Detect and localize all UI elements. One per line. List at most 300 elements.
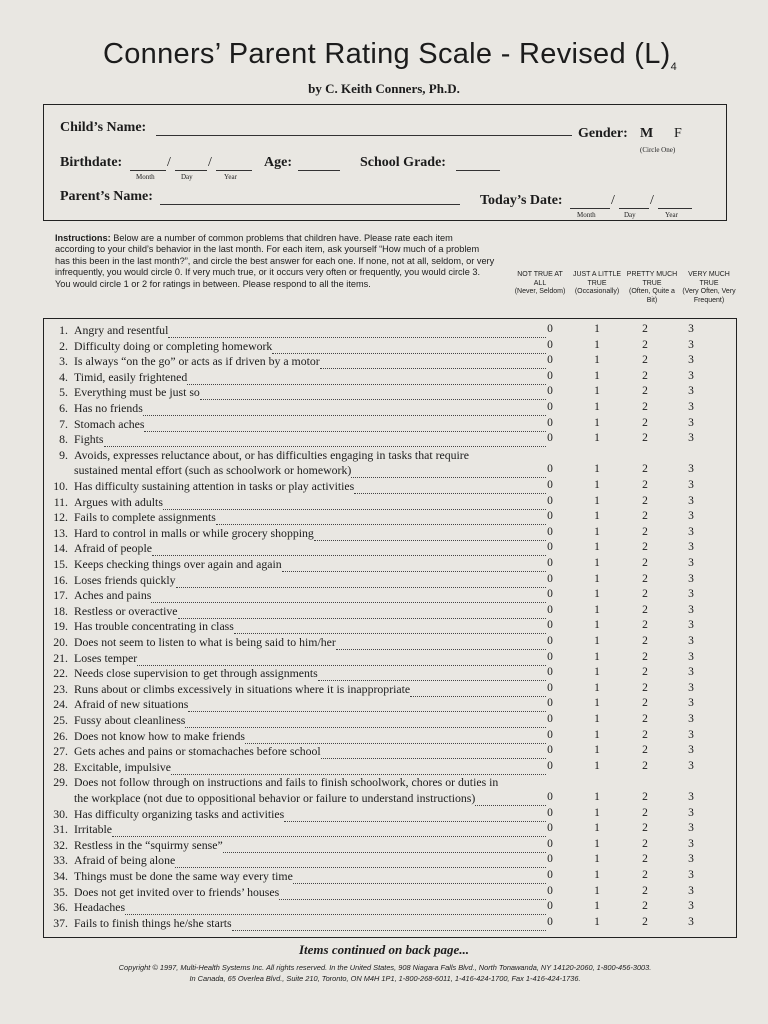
- item-23-score-2[interactable]: 2: [642, 681, 648, 694]
- item-11-score-0[interactable]: 0: [547, 494, 553, 507]
- item-6-score-1[interactable]: 1: [594, 401, 600, 413]
- item-21-score-1[interactable]: 1: [594, 650, 600, 663]
- leader-dots: [321, 749, 546, 759]
- item-11-score-3[interactable]: 3: [688, 494, 694, 507]
- leader-dots: [144, 422, 546, 432]
- item-15-score-3[interactable]: 3: [688, 557, 694, 569]
- item-number: 5.: [59, 385, 68, 400]
- item-number: 12.: [53, 510, 68, 525]
- item-number: 1.: [59, 323, 68, 337]
- item-13-score-0[interactable]: 0: [547, 525, 553, 538]
- item-27-score-0[interactable]: 0: [547, 744, 553, 757]
- item-number: 23.: [53, 681, 68, 696]
- item-27-score-1[interactable]: 1: [594, 744, 600, 757]
- item-15-score-0[interactable]: 0: [547, 557, 553, 569]
- item-33: [46, 853, 546, 868]
- item-number: 13.: [53, 525, 68, 540]
- date-day-caption: Day: [624, 211, 636, 219]
- item-text: Does not get invited over to friends’ houses: [74, 884, 280, 899]
- item-31-score-2[interactable]: 2: [642, 822, 648, 835]
- item-1-score-0[interactable]: 0: [547, 323, 553, 335]
- birth-month-field[interactable]: [130, 157, 166, 171]
- item-26-score-2[interactable]: 2: [642, 728, 648, 741]
- leader-dots: [354, 484, 546, 494]
- leader-dots: [232, 921, 546, 931]
- item-text: Fights: [74, 432, 104, 447]
- leader-dots: [104, 437, 546, 447]
- item-33-score-3[interactable]: 3: [688, 853, 694, 866]
- item-35-score-3[interactable]: 3: [688, 884, 694, 897]
- item-31-score-0[interactable]: 0: [547, 822, 553, 835]
- item-34-score-0[interactable]: 0: [547, 869, 553, 881]
- item-29: [46, 775, 498, 790]
- child-info-box: Child’s Name: Gender: M F (Circle One) Birthdate: / / Month Day Year Age: School Grade: Parent’s Name: Today’s Date: / / Month Day Year: [43, 104, 727, 221]
- leader-dots: [151, 593, 546, 603]
- item-text: Restless or overactive: [74, 603, 178, 618]
- item-number: 30.: [53, 806, 68, 821]
- item-21-score-2[interactable]: 2: [642, 650, 648, 663]
- date-month-field[interactable]: [570, 195, 610, 209]
- item-3-score-0[interactable]: 0: [547, 354, 553, 367]
- item-23-score-1[interactable]: 1: [594, 681, 600, 694]
- item-23-score-0[interactable]: 0: [547, 681, 553, 694]
- item-number: 20.: [53, 635, 68, 649]
- school-grade-field[interactable]: [456, 157, 500, 171]
- leader-dots: [410, 687, 546, 697]
- item-13-score-3[interactable]: 3: [688, 525, 694, 538]
- item-text: Needs close supervision to get through assignments: [74, 666, 318, 681]
- item-34-score-1[interactable]: 1: [594, 869, 600, 881]
- item-20: [46, 635, 546, 650]
- item-text: Difficulty doing or completing homework: [74, 338, 273, 353]
- item-text: Loses friends quickly: [74, 572, 176, 587]
- item-18: [46, 604, 546, 619]
- item-text: Avoids, expresses reluctance about, or has difficulties engaging in tasks that require: [74, 447, 469, 462]
- child-name-label: Child’s Name:: [60, 120, 147, 135]
- item-13-score-2[interactable]: 2: [642, 525, 648, 538]
- item-number: 33.: [53, 853, 68, 868]
- item-17-score-1[interactable]: 1: [594, 588, 600, 601]
- item-number: 29.: [53, 775, 68, 790]
- item-22-score-2[interactable]: 2: [642, 666, 648, 679]
- item-text: Runs about or climbs excessively in situations where it is inappropriate: [74, 681, 411, 696]
- item-5: [46, 385, 546, 400]
- gender-label: Gender:: [578, 126, 628, 141]
- item-10-score-2[interactable]: 2: [642, 479, 648, 491]
- item-16-score-3[interactable]: 3: [688, 572, 694, 585]
- item-24: [46, 697, 546, 712]
- item-14-score-1[interactable]: 1: [594, 541, 600, 554]
- leader-dots: [185, 718, 546, 728]
- item-29-score-1[interactable]: 1: [594, 791, 600, 803]
- item-24-score-3[interactable]: 3: [688, 697, 694, 710]
- item-18-score-2[interactable]: 2: [642, 603, 648, 616]
- item-7: [46, 417, 546, 432]
- todays-date-label: Today’s Date:: [480, 193, 563, 208]
- item-1-score-2[interactable]: 2: [642, 323, 648, 335]
- item-28-score-0[interactable]: 0: [547, 759, 553, 772]
- item-number: 17.: [53, 588, 68, 603]
- item-25-score-0[interactable]: 0: [547, 713, 553, 725]
- item-12-score-1[interactable]: 1: [594, 510, 600, 523]
- item-27-score-2[interactable]: 2: [642, 744, 648, 757]
- item-text: the workplace (not due to oppositional behavior or failure to understand instructions): [74, 791, 476, 805]
- item-18-score-3[interactable]: 3: [688, 603, 694, 616]
- leader-dots: [125, 905, 546, 915]
- item-30-score-2[interactable]: 2: [642, 806, 648, 819]
- leader-dots: [171, 765, 546, 775]
- item-19-score-1[interactable]: 1: [594, 619, 600, 632]
- item-6-score-0[interactable]: 0: [547, 401, 553, 413]
- item-15-score-1[interactable]: 1: [594, 557, 600, 569]
- item-4-score-2[interactable]: 2: [642, 369, 648, 382]
- item-text: Loses temper: [74, 650, 138, 665]
- item-2-score-1[interactable]: 1: [594, 338, 600, 351]
- item-5-score-3[interactable]: 3: [688, 385, 694, 398]
- item-14-score-0[interactable]: 0: [547, 541, 553, 554]
- item-number: 36.: [53, 900, 68, 915]
- item-9-score-3[interactable]: 3: [688, 463, 694, 476]
- item-number: 11.: [53, 494, 68, 509]
- item-19-score-2[interactable]: 2: [642, 619, 648, 632]
- item-15: [46, 557, 546, 572]
- item-4-score-1[interactable]: 1: [594, 369, 600, 382]
- copyright-line-1: Copyright © 1997, Multi-Health Systems Inc. All rights reserved. In the United States, 908 Niagara Falls Blvd., North Tonawanda, NY 14120-2060, 1-800-456-3003.: [118, 963, 652, 972]
- item-33-score-2[interactable]: 2: [642, 853, 648, 866]
- item-16-score-2[interactable]: 2: [642, 572, 648, 585]
- item-10-score-0[interactable]: 0: [547, 479, 553, 491]
- birth-year-field[interactable]: [216, 157, 252, 171]
- item-number: 6.: [59, 401, 68, 415]
- item-14-score-2[interactable]: 2: [642, 541, 648, 554]
- item-number: 7.: [59, 416, 68, 431]
- item-33-score-1[interactable]: 1: [594, 853, 600, 866]
- item-22-score-0[interactable]: 0: [547, 666, 553, 679]
- item-8-score-1[interactable]: 1: [594, 432, 600, 445]
- item-9: [46, 448, 469, 463]
- item-13-score-1[interactable]: 1: [594, 525, 600, 538]
- item-text: Has trouble concentrating in class: [74, 619, 234, 634]
- item-text: Has difficulty organizing tasks and activities: [74, 806, 285, 821]
- item-number: 34.: [53, 869, 68, 883]
- item-4-score-0[interactable]: 0: [547, 369, 553, 382]
- column-header-3: VERY MUCH TRUE (Very Often, Very Frequent): [682, 271, 736, 304]
- item-35-score-0[interactable]: 0: [547, 884, 553, 897]
- leader-dots: [143, 406, 546, 416]
- item-37-score-2[interactable]: 2: [642, 915, 648, 928]
- item-36-score-0[interactable]: 0: [547, 900, 553, 913]
- leader-dots: [336, 640, 546, 650]
- item-26-score-1[interactable]: 1: [594, 728, 600, 741]
- item-number: 37.: [53, 915, 68, 930]
- item-text: Argues with adults: [74, 494, 163, 509]
- date-month-caption: Month: [577, 211, 596, 219]
- item-17-score-3[interactable]: 3: [688, 588, 694, 601]
- item-text: Headaches: [74, 900, 126, 915]
- item-21: [46, 651, 546, 666]
- item-text: Angry and resentful: [74, 323, 169, 337]
- copyright: [40, 962, 730, 984]
- item-text: Fails to finish things he/she starts: [74, 915, 232, 930]
- leader-dots: [351, 468, 546, 478]
- item-32-score-0[interactable]: 0: [547, 837, 553, 850]
- item-35: [46, 885, 546, 900]
- item-text: Fails to complete assignments: [74, 510, 216, 525]
- item-number: 31.: [53, 822, 68, 837]
- item-23-score-3[interactable]: 3: [688, 681, 694, 694]
- item-16-score-0[interactable]: 0: [547, 572, 553, 585]
- item-19-score-3[interactable]: 3: [688, 619, 694, 632]
- birth-day-caption: Day: [181, 173, 193, 181]
- item-12-score-2[interactable]: 2: [642, 510, 648, 523]
- birth-day-field[interactable]: [175, 157, 207, 171]
- item-20-score-2[interactable]: 2: [642, 635, 648, 647]
- item-20-score-3[interactable]: 3: [688, 635, 694, 647]
- continued-note: Items continued on back page...: [298, 942, 470, 957]
- item-30: [46, 807, 546, 822]
- item-text: Fussy about cleanliness: [74, 713, 186, 727]
- item-20-score-1[interactable]: 1: [594, 635, 600, 647]
- item-25-score-1[interactable]: 1: [594, 713, 600, 725]
- item-20-score-0[interactable]: 0: [547, 635, 553, 647]
- item-5-score-2[interactable]: 2: [642, 385, 648, 398]
- instructions-lead: Instructions:: [55, 233, 111, 243]
- item-9-score-1[interactable]: 1: [594, 463, 600, 476]
- item-14: [46, 541, 546, 556]
- item-37-score-3[interactable]: 3: [688, 915, 694, 928]
- item-30-score-1[interactable]: 1: [594, 806, 600, 819]
- item-3: [46, 354, 546, 369]
- item-32-score-3[interactable]: 3: [688, 837, 694, 850]
- item-25-score-3[interactable]: 3: [688, 713, 694, 725]
- item-number: 28.: [53, 759, 68, 774]
- item-8-score-3[interactable]: 3: [688, 432, 694, 445]
- item-1-score-3[interactable]: 3: [688, 323, 694, 335]
- item-number: 26.: [53, 728, 68, 743]
- item-3-score-3[interactable]: 3: [688, 354, 694, 367]
- item-34-score-3[interactable]: 3: [688, 869, 694, 881]
- item-text: Hard to control in malls or while grocery shopping: [74, 525, 314, 540]
- item-36-score-1[interactable]: 1: [594, 900, 600, 913]
- item-19-score-0[interactable]: 0: [547, 619, 553, 632]
- gender-m-option[interactable]: M: [640, 126, 654, 141]
- item-text: Irritable: [74, 822, 112, 837]
- leader-dots: [272, 344, 546, 354]
- column-header-2: PRETTY MUCH TRUE (Often, Quite a Bit): [626, 271, 678, 304]
- item-37-score-1[interactable]: 1: [594, 915, 600, 928]
- leader-dots: [175, 858, 546, 868]
- item-8-score-2[interactable]: 2: [642, 432, 648, 445]
- birthdate-label: Birthdate:: [60, 155, 123, 170]
- item-6-score-2[interactable]: 2: [642, 401, 648, 413]
- item-3-score-1[interactable]: 1: [594, 354, 600, 367]
- form-author: by C. Keith Conners, Ph.D.: [308, 81, 460, 96]
- item-32: [46, 838, 546, 853]
- copyright-line-2: In Canada, 65 Overlea Blvd., Suite 210, Toronto, ON M4H 1P1, 1-800-268-6011, 1-416-424-1700, Fax 1-416-424-1736.: [189, 974, 581, 983]
- item-26: [46, 729, 546, 744]
- age-field[interactable]: [298, 157, 340, 171]
- item-2-score-2[interactable]: 2: [642, 338, 648, 351]
- item-1-score-1[interactable]: 1: [594, 323, 600, 335]
- item-33-score-0[interactable]: 0: [547, 853, 553, 866]
- item-30-score-0[interactable]: 0: [547, 806, 553, 819]
- item-9-score-0[interactable]: 0: [547, 463, 553, 476]
- item-37-score-0[interactable]: 0: [547, 915, 553, 928]
- item-27-score-3[interactable]: 3: [688, 744, 694, 757]
- item-17-score-0[interactable]: 0: [547, 588, 553, 601]
- item-28-score-2[interactable]: 2: [642, 759, 648, 772]
- item-number: 2.: [59, 338, 68, 353]
- item-32-score-2[interactable]: 2: [642, 837, 648, 850]
- item-number: 3.: [59, 354, 68, 369]
- item-22: [46, 666, 546, 681]
- leader-dots: [318, 671, 546, 681]
- item-34: [46, 869, 546, 884]
- item-text: Does not know how to make friends: [74, 728, 246, 743]
- item-25: [46, 713, 546, 728]
- item-18-score-0[interactable]: 0: [547, 603, 553, 616]
- item-5-score-1[interactable]: 1: [594, 385, 600, 398]
- item-12-score-0[interactable]: 0: [547, 510, 553, 523]
- item-8-score-0[interactable]: 0: [547, 432, 553, 445]
- column-header-1: JUST A LITTLE TRUE (Occasionally): [572, 271, 622, 296]
- item-number: 35.: [53, 884, 68, 899]
- item-number: 27.: [53, 744, 68, 759]
- item-text: Stomach aches: [74, 416, 145, 431]
- item-6-score-3[interactable]: 3: [688, 401, 694, 413]
- item-22-score-3[interactable]: 3: [688, 666, 694, 679]
- item-2-score-0[interactable]: 0: [547, 338, 553, 351]
- item-10-score-1[interactable]: 1: [594, 479, 600, 491]
- item-7-score-0[interactable]: 0: [547, 416, 553, 429]
- item-21-score-0[interactable]: 0: [547, 650, 553, 663]
- item-13: [46, 526, 546, 541]
- item-26-score-0[interactable]: 0: [547, 728, 553, 741]
- item-12: [46, 510, 546, 525]
- item-29-continued: [46, 791, 546, 806]
- birth-month-caption: Month: [136, 173, 155, 181]
- item-24-score-2[interactable]: 2: [642, 697, 648, 710]
- date-year-field[interactable]: [658, 195, 692, 209]
- item-21-score-3[interactable]: 3: [688, 650, 694, 663]
- item-6: [46, 401, 546, 416]
- item-11: [46, 495, 546, 510]
- child-name-field[interactable]: [156, 122, 572, 136]
- item-29-score-0[interactable]: 0: [547, 791, 553, 803]
- item-number: 10.: [53, 479, 68, 493]
- item-36-score-2[interactable]: 2: [642, 900, 648, 913]
- item-number: 9.: [59, 447, 68, 462]
- item-15-score-2[interactable]: 2: [642, 557, 648, 569]
- item-23: [46, 682, 546, 697]
- leader-dots: [168, 328, 546, 338]
- item-number: 15.: [53, 557, 68, 571]
- item-24-score-1[interactable]: 1: [594, 697, 600, 710]
- item-34-score-2[interactable]: 2: [642, 869, 648, 881]
- item-28-score-1[interactable]: 1: [594, 759, 600, 772]
- item-2: [46, 339, 546, 354]
- item-7-score-3[interactable]: 3: [688, 416, 694, 429]
- leader-dots: [234, 624, 546, 634]
- item-26-score-3[interactable]: 3: [688, 728, 694, 741]
- leader-dots: [176, 578, 546, 588]
- item-number: 14.: [53, 541, 68, 556]
- item-37: [46, 916, 546, 931]
- item-14-score-3[interactable]: 3: [688, 541, 694, 554]
- instructions-text: Below are a number of common problems that children have. Please rate each item according to your child’s behavior in the last month. For each item, ask yourself “How much of a problem has this been in the last month?”, and circle the best answer for each one. If none, not at all, seldom, or very infrequently, you would circle 0. If very much true, or it occurs very often or frequently, you would circle 3. You would circle 1 or 2 for ratings in between. Please respond to all the items.: [55, 233, 495, 289]
- gender-f-option[interactable]: F: [674, 126, 682, 141]
- item-30-score-3[interactable]: 3: [688, 806, 694, 819]
- item-2-score-3[interactable]: 3: [688, 338, 694, 351]
- item-7-score-1[interactable]: 1: [594, 416, 600, 429]
- item-28: [46, 760, 546, 775]
- item-17-score-2[interactable]: 2: [642, 588, 648, 601]
- leader-dots: [314, 531, 546, 541]
- item-29-score-3[interactable]: 3: [688, 791, 694, 803]
- item-32-score-1[interactable]: 1: [594, 837, 600, 850]
- item-19: [46, 619, 546, 634]
- item-22-score-1[interactable]: 1: [594, 666, 600, 679]
- item-28-score-3[interactable]: 3: [688, 759, 694, 772]
- item-29-score-2[interactable]: 2: [642, 791, 648, 803]
- item-number: 22.: [53, 666, 68, 681]
- item-number: 8.: [59, 432, 68, 447]
- leader-dots: [223, 843, 546, 853]
- item-24-score-0[interactable]: 0: [547, 697, 553, 710]
- leader-dots: [320, 359, 546, 369]
- item-17: [46, 588, 546, 603]
- item-9-continued: [46, 463, 546, 478]
- leader-dots: [293, 874, 546, 884]
- leader-dots: [178, 609, 546, 619]
- item-7-score-2[interactable]: 2: [642, 416, 648, 429]
- item-3-score-2[interactable]: 2: [642, 354, 648, 367]
- item-36-score-3[interactable]: 3: [688, 900, 694, 913]
- date-day-field[interactable]: [619, 195, 649, 209]
- item-number: 21.: [53, 650, 68, 665]
- birth-year-caption: Year: [224, 173, 237, 181]
- item-35-score-2[interactable]: 2: [642, 884, 648, 897]
- item-31-score-1[interactable]: 1: [594, 822, 600, 835]
- item-4-score-3[interactable]: 3: [688, 369, 694, 382]
- item-text: Timid, easily frightened: [74, 369, 188, 384]
- item-5-score-0[interactable]: 0: [547, 385, 553, 398]
- item-25-score-2[interactable]: 2: [642, 713, 648, 725]
- item-number: 18.: [53, 603, 68, 618]
- item-35-score-1[interactable]: 1: [594, 884, 600, 897]
- column-header-0: NOT TRUE AT ALL (Never, Seldom): [514, 271, 566, 296]
- item-9-score-2[interactable]: 2: [642, 463, 648, 476]
- item-11-score-1[interactable]: 1: [594, 494, 600, 507]
- item-number: 25.: [53, 713, 68, 727]
- leader-dots: [245, 734, 546, 744]
- parent-name-field[interactable]: [160, 191, 460, 205]
- item-31-score-3[interactable]: 3: [688, 822, 694, 835]
- item-text: Keeps checking things over again and again: [74, 557, 282, 571]
- item-text: Restless in the “squirmy sense”: [74, 837, 223, 852]
- item-18-score-1[interactable]: 1: [594, 603, 600, 616]
- item-text: Things must be done the same way every time: [74, 869, 293, 883]
- leader-dots: [163, 500, 546, 510]
- leader-dots: [279, 890, 546, 900]
- item-16-score-1[interactable]: 1: [594, 572, 600, 585]
- item-12-score-3[interactable]: 3: [688, 510, 694, 523]
- item-10-score-3[interactable]: 3: [688, 479, 694, 491]
- leader-dots: [475, 796, 546, 806]
- item-10: [46, 479, 546, 494]
- school-grade-label: School Grade:: [360, 155, 446, 170]
- item-11-score-2[interactable]: 2: [642, 494, 648, 507]
